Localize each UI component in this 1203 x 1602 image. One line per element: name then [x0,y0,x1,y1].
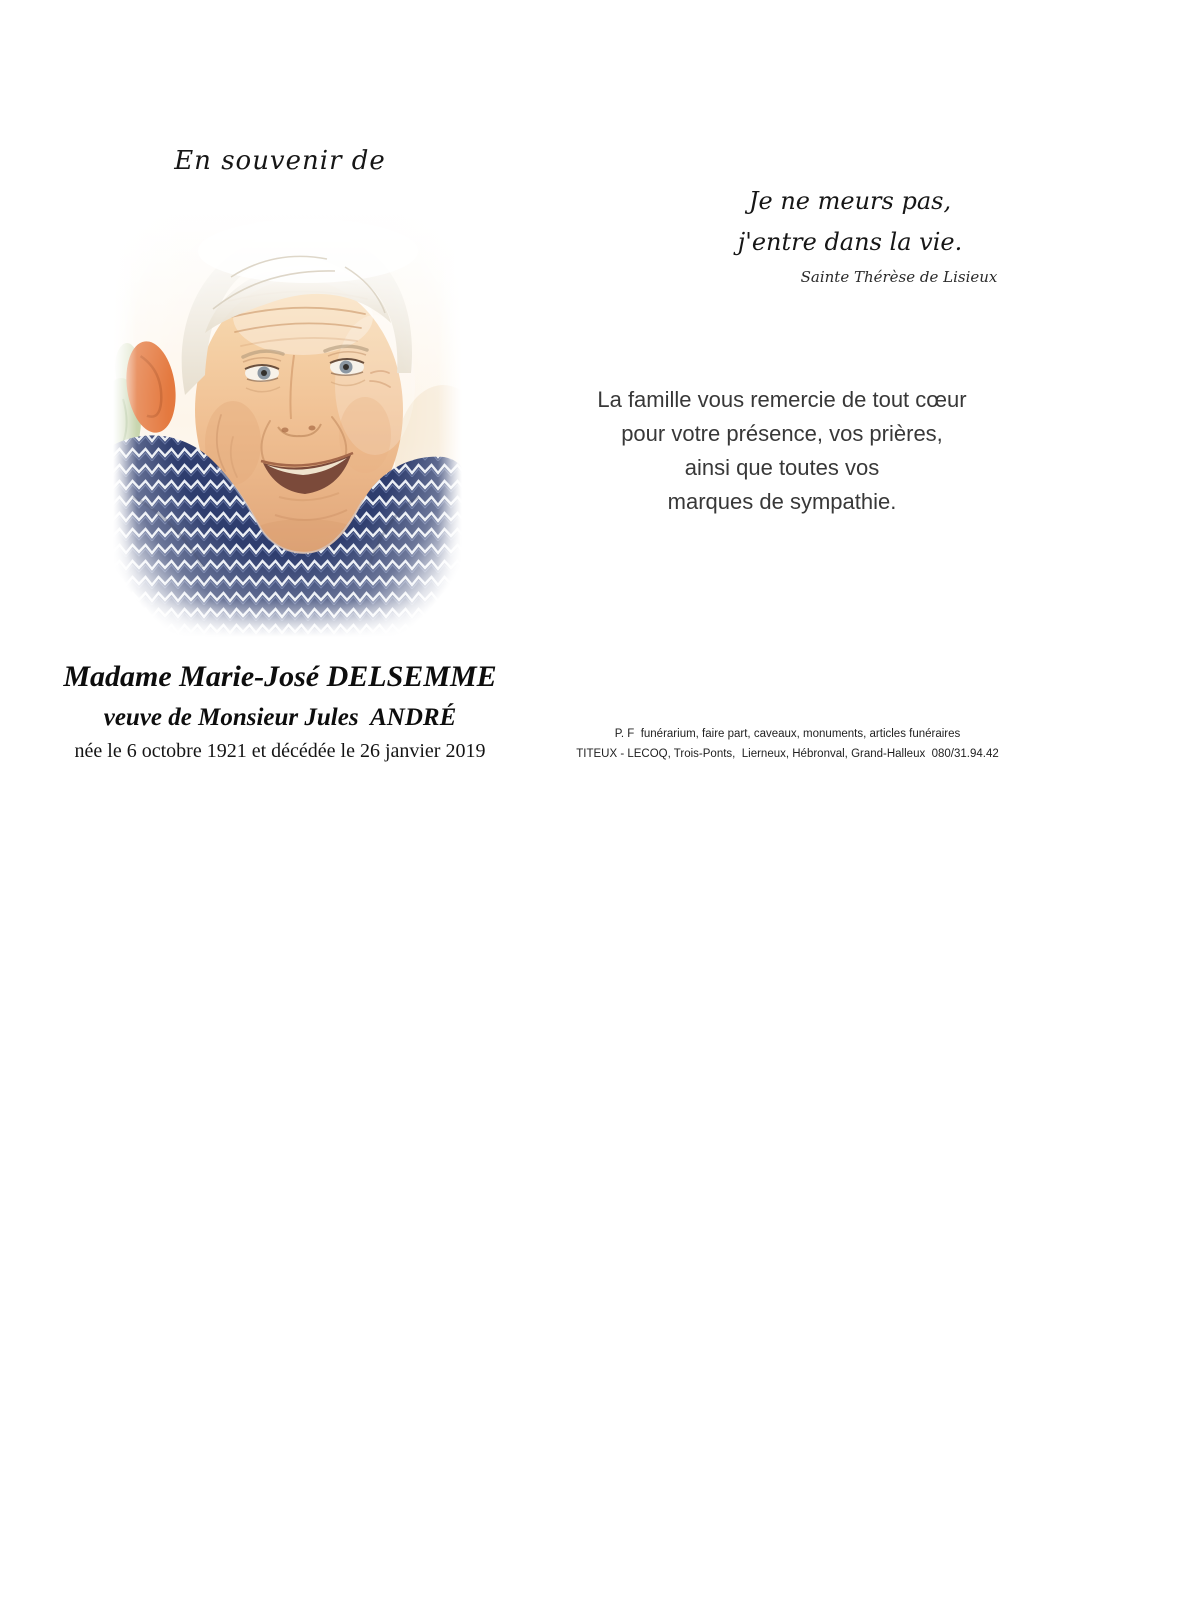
quote-line-1: Je ne meurs pas, [748,187,952,215]
quote-line-2: j'entre dans la vie. [737,228,963,256]
thanks-line-2: pour votre présence, vos prières, [621,421,943,446]
portrait-photo [113,205,462,637]
photo-vignette [113,205,462,637]
funeral-home-contact: TITEUX - LECOQ, Trois-Ponts, Lierneux, Hébronval, Grand-Halleux 080/31.94.42 [576,748,999,760]
deceased-block [42,658,518,764]
thanks-line-1: La famille vous remercie de tout cœur [597,387,967,412]
thanks-line-4: marques de sympathie. [667,489,897,514]
deceased-relation: veuve de Monsieur Jules ANDRÉ [103,704,457,731]
funeral-home-block [560,724,1015,764]
thanks-line-3: ainsi que toutes vos [684,455,880,480]
thanks-block [571,383,993,519]
card-title: En souvenir de [174,146,386,176]
deceased-name: Madame Marie-José DELSEMME [63,660,497,693]
quote-block [690,181,1010,263]
deceased-life-dates: née le 6 octobre 1921 et décédée le 26 janvier 2019 [74,740,486,762]
funeral-home-services: P. F funérarium, faire part, caveaux, monuments, articles funéraires [614,728,961,740]
quote-attribution: Sainte Thérèse de Lisieux [800,268,998,286]
portrait-photo-illustration [113,205,462,637]
